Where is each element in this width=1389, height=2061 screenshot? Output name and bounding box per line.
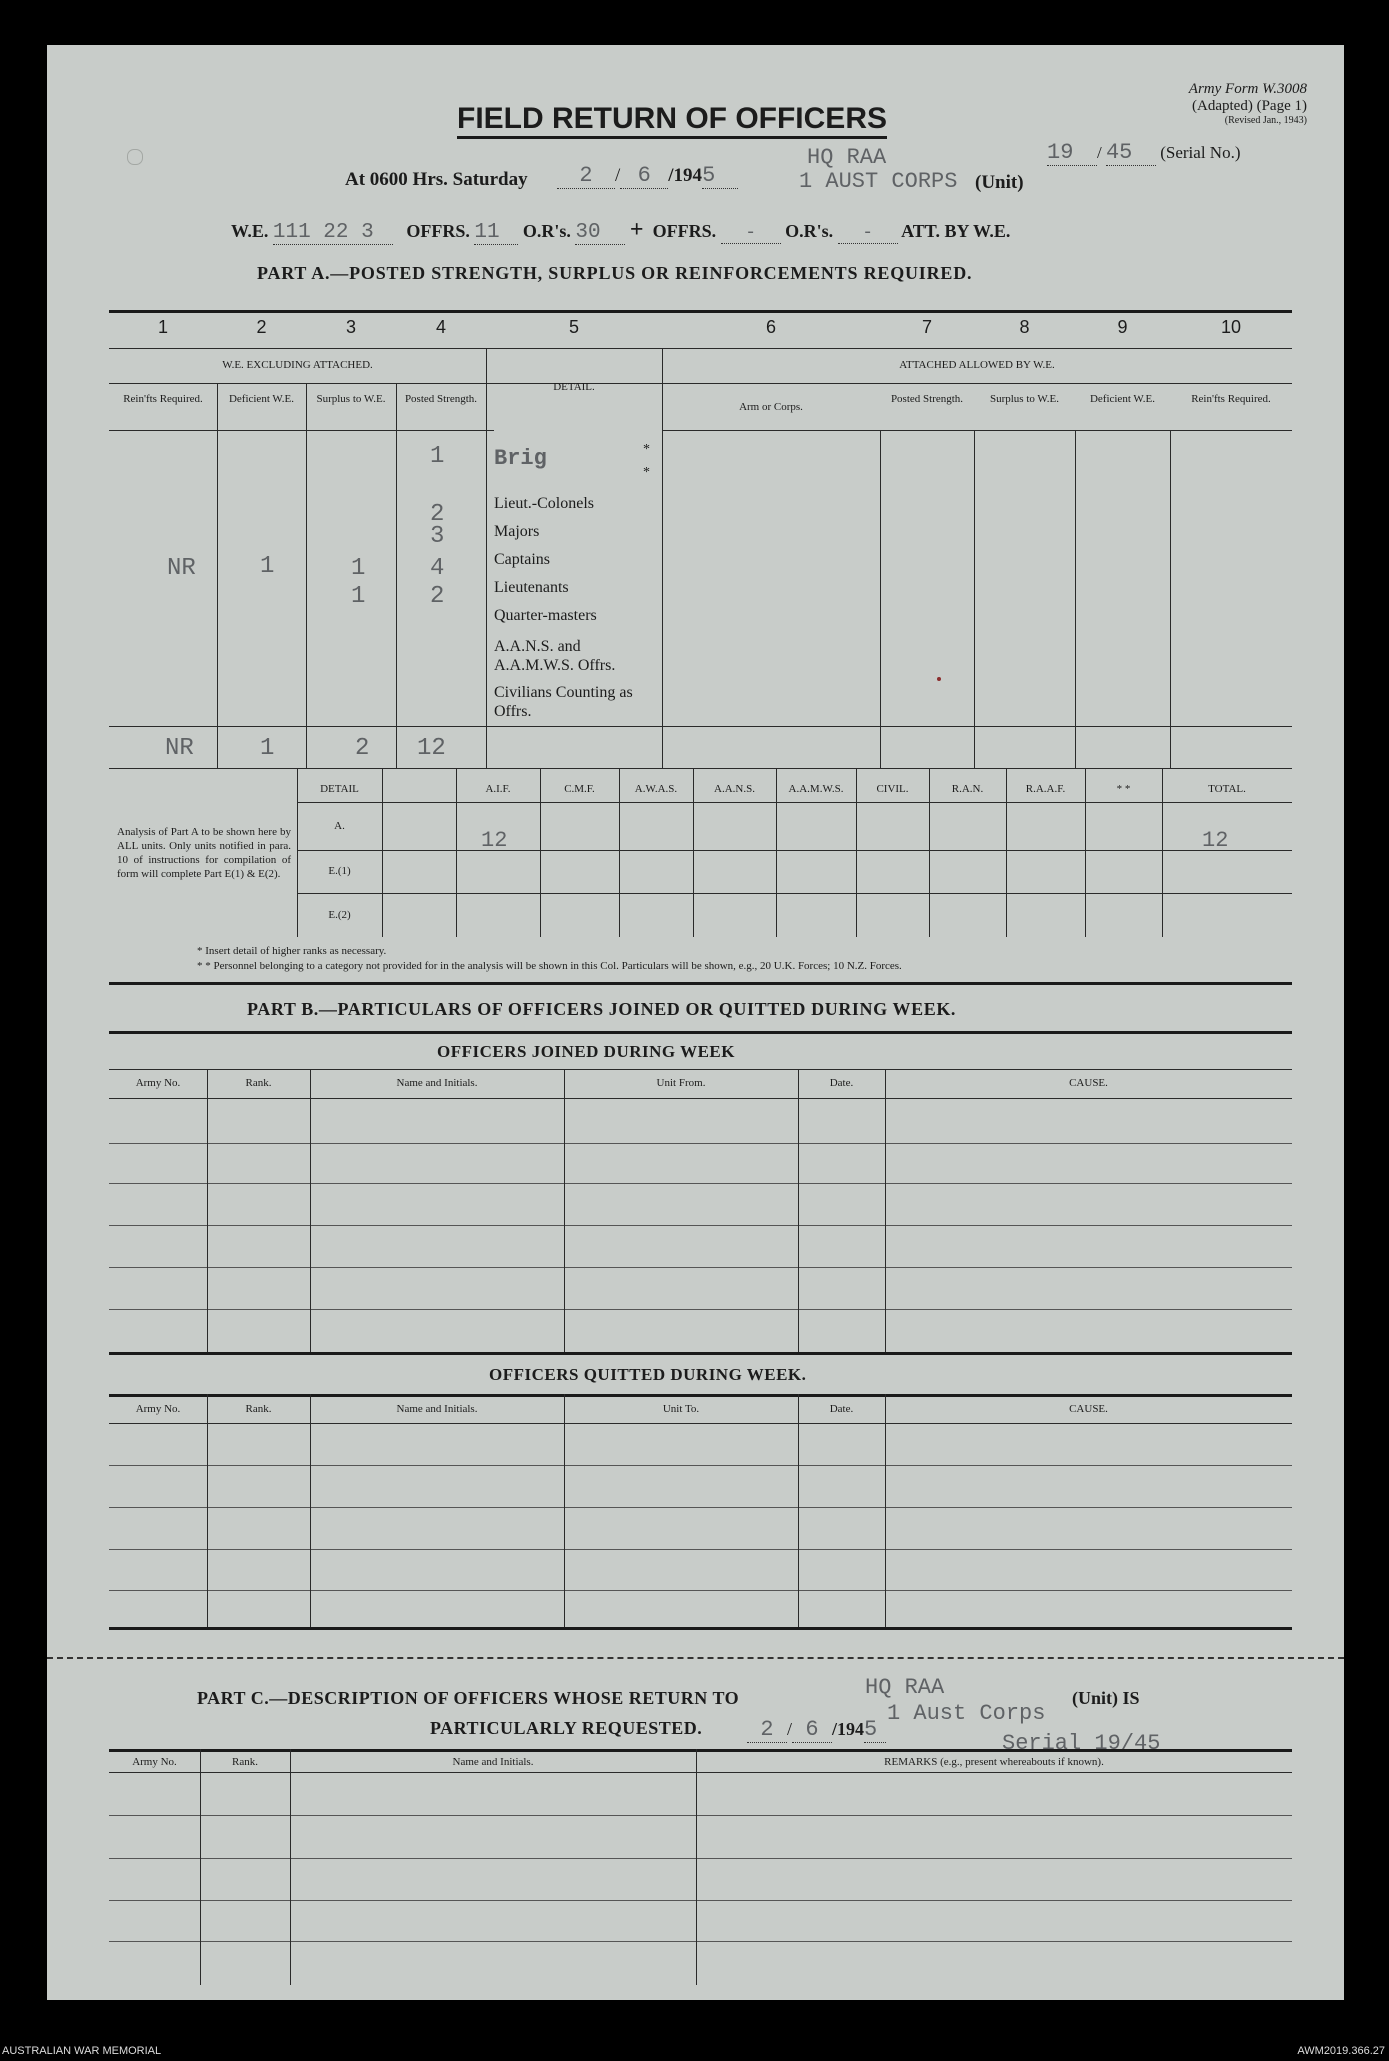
head-posted: Posted Strength. xyxy=(404,393,478,405)
rein-nr: NR xyxy=(167,555,196,582)
star-2: * xyxy=(643,465,650,480)
part-c-head-name: Name and Initials. xyxy=(452,1756,534,1768)
punch-mark xyxy=(127,149,143,165)
head-reinfts: Rein'fts Required. xyxy=(123,393,203,405)
serial-slash: / xyxy=(1097,143,1102,162)
col-num-7: 7 xyxy=(921,317,932,337)
analysis-row-e1: E.(1) xyxy=(328,865,351,877)
rank-lieut-colonels: Lieut.-Colonels xyxy=(494,495,594,512)
rank-captains: Captains xyxy=(494,551,550,568)
ors2-label: O.R's. xyxy=(785,221,834,241)
form-id-line2: (Adapted) (Page 1) xyxy=(1192,98,1307,114)
detail-head: DETAIL. xyxy=(553,381,595,393)
head-surplus: Surplus to W.E. xyxy=(316,393,386,405)
deficient-captains: 1 xyxy=(260,553,275,580)
we-excl-head: W.E. EXCLUDING ATTACHED. xyxy=(222,359,373,371)
analysis-head-other: * * xyxy=(1116,783,1131,795)
offrs2-label: OFFRS. xyxy=(652,221,717,241)
analysis-total-value: 12 xyxy=(1202,828,1229,853)
joined-title: OFFICERS JOINED DURING WEEK xyxy=(437,1042,735,1061)
we-value: 111 22 3 xyxy=(273,221,393,245)
analysis-head-raaf: R.A.A.F. xyxy=(1025,783,1066,795)
head-deficient: Deficient W.E. xyxy=(228,393,295,405)
total-posted: 12 xyxy=(417,735,446,762)
part-c-serial-typed: Serial 19/45 xyxy=(1002,1731,1161,1756)
rank-majors: Majors xyxy=(494,523,540,540)
analysis-head-aif: A.I.F. xyxy=(485,783,511,795)
joined-head-rank: Rank. xyxy=(245,1077,272,1089)
part-c-date: 2 / 6 /1945 xyxy=(747,1717,886,1743)
serial-num: 19 xyxy=(1047,140,1097,166)
joined-head-date: Date. xyxy=(829,1077,854,1089)
head-posted-att: Posted Strength. xyxy=(890,393,964,405)
header-unit-line2: 1 AUST CORPS xyxy=(799,169,958,194)
analysis-head-detail: DETAIL xyxy=(320,783,359,795)
serial-number xyxy=(1047,140,1241,166)
posted-lt-col: 2 xyxy=(430,501,445,528)
total-rein: NR xyxy=(165,735,194,762)
total-surplus: 2 xyxy=(355,735,370,762)
header-at: At 0600 Hrs. Saturday xyxy=(345,169,528,190)
part-a-title: PART A.—POSTED STRENGTH, SURPLUS OR REINFORCEMENTS REQUIRED. xyxy=(257,263,973,283)
joined-head-army-no: Army No. xyxy=(135,1077,181,1089)
col-num-8: 8 xyxy=(1019,317,1030,337)
quitted-title: OFFICERS QUITTED DURING WEEK. xyxy=(489,1365,807,1384)
analysis-head-ran: R.A.N. xyxy=(951,783,984,795)
analysis-aif-value: 12 xyxy=(481,828,508,853)
att-label: ATT. BY W.E. xyxy=(901,221,1011,241)
col-num-6: 6 xyxy=(765,317,776,337)
col-num-4: 4 xyxy=(435,317,446,337)
analysis-row-e2: E.(2) xyxy=(328,909,351,921)
offrs-value: 11 xyxy=(474,221,518,245)
serial-year: 45 xyxy=(1106,140,1156,166)
form-sheet xyxy=(47,45,1344,2000)
surplus-lieutenants: 1 xyxy=(351,583,366,610)
total-deficient: 1 xyxy=(260,735,275,762)
head-deficient-att: Deficient W.E. xyxy=(1089,393,1156,405)
rank-aans: A.A.N.S. and A.A.M.W.S. Offrs. xyxy=(494,638,616,674)
col-num-1: 1 xyxy=(157,317,168,337)
ink-spot xyxy=(937,677,941,681)
posted-captains: 4 xyxy=(430,555,445,582)
rank-quarter-masters: Quarter-masters xyxy=(494,607,597,624)
quitted-head-army-no: Army No. xyxy=(135,1403,181,1415)
header-year-digit: 5 xyxy=(702,163,738,189)
part-c-month: 6 xyxy=(792,1717,832,1743)
form-id-line1: Army Form W.3008 xyxy=(1188,81,1307,97)
analysis-head-total: TOTAL. xyxy=(1208,783,1246,795)
quitted-head-rank: Rank. xyxy=(245,1403,272,1415)
form-id xyxy=(1077,81,1307,126)
analysis-head-aamws: A.A.M.W.S. xyxy=(788,783,844,795)
part-c-head-remarks: REMARKS (e.g., present whereabouts if known). xyxy=(884,1756,1104,1768)
we-line xyxy=(231,217,1010,245)
col-num-5: 5 xyxy=(568,317,579,337)
part-c-head-army-no: Army No. xyxy=(132,1756,177,1768)
footnote-2: * * Personnel belonging to a category not provided for in the analysis will be shown in this Col. Particulars will be shown, e.g., 20 U.K. Forces; 10 N.Z. Forces. xyxy=(197,960,902,972)
part-b-title: PART B.—PARTICULARS OF OFFICERS JOINED OR QUITTED DURING WEEK. xyxy=(247,999,957,1019)
quitted-head-cause: CAUSE. xyxy=(1069,1403,1108,1415)
header-month: 6 xyxy=(620,163,668,189)
header-unit-label: (Unit) xyxy=(975,172,1024,193)
joined-head-name: Name and Initials. xyxy=(396,1077,478,1089)
offrs2-value: - xyxy=(721,223,781,244)
footer-right: AWM2019.366.27 xyxy=(1297,2045,1385,2057)
analysis-note: Analysis of Part A to be shown here by ALL units. Only units notified in para. 10 of instructions for compilation of form will complete Part E(1) & E(2). xyxy=(117,826,291,880)
plus-sign: + xyxy=(629,217,644,243)
surplus-captains: 1 xyxy=(351,555,366,582)
col-num-10: 10 xyxy=(1220,317,1242,337)
part-c-head-rank: Rank. xyxy=(232,1756,258,1768)
part-c-year-prefix: /194 xyxy=(832,1719,865,1739)
footer-left: AUSTRALIAN WAR MEMORIAL xyxy=(2,2045,162,2057)
att-allowed-head: ATTACHED ALLOWED BY W.E. xyxy=(899,359,1055,371)
joined-head-cause: CAUSE. xyxy=(1069,1077,1108,1089)
part-c-unit-typed1: HQ RAA xyxy=(865,1675,945,1700)
header-year-prefix: /194 xyxy=(668,165,703,186)
col-num-3: 3 xyxy=(345,317,356,337)
head-reinfts-att: Rein'fts Required. xyxy=(1191,393,1271,405)
part-c-unit-typed2: 1 Aust Corps xyxy=(887,1701,1046,1726)
part-c-day: 2 xyxy=(747,1717,787,1743)
analysis-head-aans: A.A.N.S. xyxy=(714,783,755,795)
star-1: * xyxy=(643,442,650,457)
ors2-value: - xyxy=(838,223,898,244)
posted-lieutenants: 2 xyxy=(430,583,445,610)
analysis-head-civil: CIVIL. xyxy=(876,783,909,795)
quitted-head-name: Name and Initials. xyxy=(396,1403,478,1415)
rank-civilians: Civilians Counting as Offrs. xyxy=(494,684,633,720)
quitted-head-date: Date. xyxy=(829,1403,854,1415)
posted-brig: 1 xyxy=(430,443,445,470)
ors-label: O.R's. xyxy=(522,221,571,241)
rank-brig: Brig xyxy=(494,446,547,471)
header-day: 2 xyxy=(557,163,615,189)
serial-label: (Serial No.) xyxy=(1160,143,1241,162)
footnote-1: * Insert detail of higher ranks as necessary. xyxy=(197,945,387,957)
posted-majors: 3 xyxy=(430,523,445,550)
header-date: 2 / 6 /1945 xyxy=(557,163,738,189)
joined-head-unit-from: Unit From. xyxy=(656,1077,706,1089)
analysis-head-awas: A.W.A.S. xyxy=(634,783,678,795)
part-c-unit-label: (Unit) IS xyxy=(1072,1688,1140,1708)
page-title: FIELD RETURN OF OFFICERS xyxy=(457,102,887,139)
col-num-2: 2 xyxy=(256,317,267,337)
analysis-row-a: A. xyxy=(334,820,345,832)
quitted-head-unit-to: Unit To. xyxy=(662,1403,700,1415)
part-c-line1: PART C.—DESCRIPTION OF OFFICERS WHOSE RETURN TO xyxy=(197,1688,740,1708)
col-num-9: 9 xyxy=(1117,317,1128,337)
form-id-line3: (Revised Jan., 1943) xyxy=(1224,115,1307,126)
head-arm-corps: Arm or Corps. xyxy=(739,401,803,413)
part-c-line2: PARTICULARLY REQUESTED. xyxy=(430,1718,703,1738)
cut-line xyxy=(47,1657,1344,1659)
offrs-label: OFFRS. xyxy=(406,221,470,241)
part-c-year-digit: 5 xyxy=(864,1717,886,1743)
we-label: W.E. xyxy=(231,221,269,241)
head-surplus-att: Surplus to W.E. xyxy=(989,393,1060,405)
header-unit-line1: HQ RAA xyxy=(807,145,887,170)
rank-lieutenants: Lieutenants xyxy=(494,579,569,596)
ors-value: 30 xyxy=(575,221,625,245)
column-numbers xyxy=(109,317,1292,343)
analysis-head-cmf: C.M.F. xyxy=(564,783,595,795)
